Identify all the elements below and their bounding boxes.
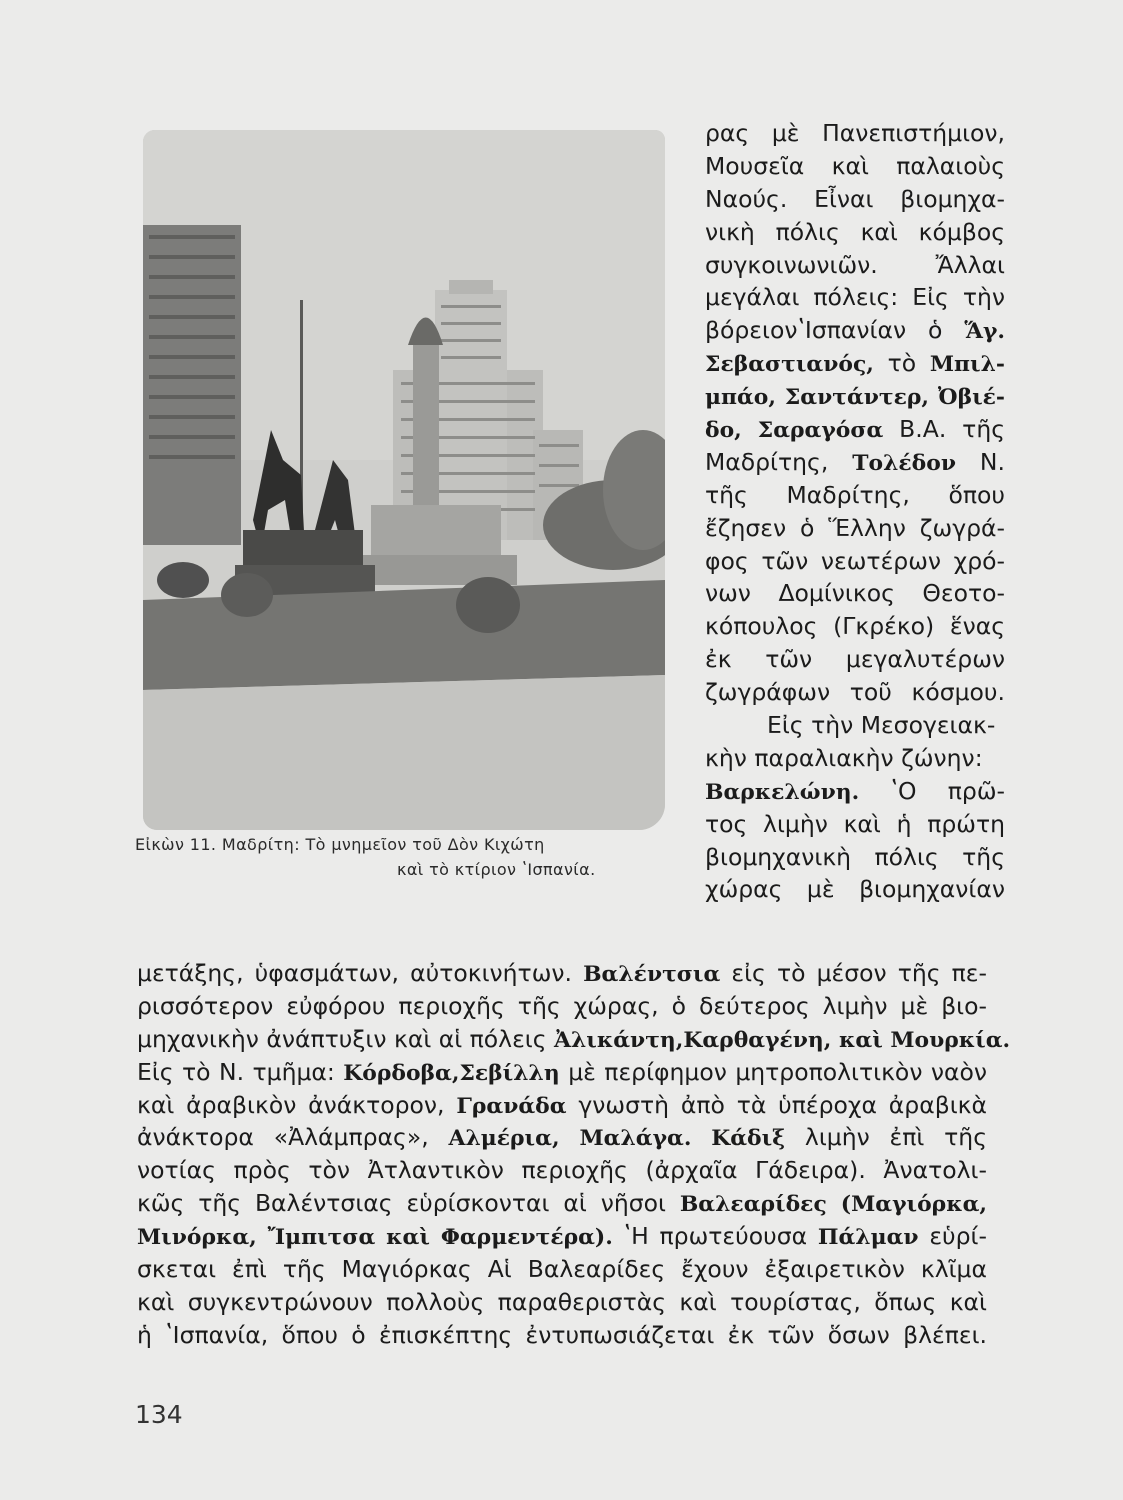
text-run: ἀνάκτορα «Ἀλάμπρας», <box>137 1123 449 1152</box>
text-line <box>705 577 1005 610</box>
bold-place-name: Βαλέντσια <box>583 961 721 987</box>
text-line <box>705 216 1005 249</box>
text-line <box>137 1056 987 1089</box>
text-run: ʽΗ πρωτεύουσα <box>612 1222 818 1251</box>
text-run: χώρας μὲ βιομηχανίαν <box>705 875 1005 904</box>
text-run: εἰς τὸ μέσον τῆς πε- <box>720 959 987 987</box>
text-line <box>705 873 1005 906</box>
text-line <box>705 150 1005 183</box>
text-run: κόπουλος (Γκρέκο) ἕνας <box>705 612 1005 641</box>
text-run: κὴν παραλιακὴν ζώνην: <box>705 743 983 772</box>
text-line <box>705 183 1005 216</box>
text-run: Εἰς τὴν Μεσογειακ- <box>767 711 996 740</box>
text-run: τος λιμὴν καὶ ἡ πρώτη <box>705 809 1005 838</box>
bold-place-name: Βαλεαρίδες (Μαγιόρκα, <box>679 1191 987 1218</box>
text-line <box>137 1187 987 1220</box>
right-column-text <box>705 117 1005 906</box>
text-run: ζωγράφων τοῦ κόσμου. <box>705 678 1005 707</box>
text-run: γνωστὴ ἀπὸ τὰ ὑπέροχα ἀραβικὰ <box>566 1090 988 1119</box>
text-line <box>705 413 1005 446</box>
text-run: νων Δομίνικος Θεοτο- <box>705 579 1005 608</box>
text-run: ἔζησεν ὁ Ἕλλην ζωγρά- <box>705 513 1005 542</box>
text-line <box>705 314 1005 347</box>
text-run <box>691 1123 711 1151</box>
text-run: κῶς τῆς Βαλέντσιας εὑρίσκονται αἱ νῆσοι <box>137 1189 680 1218</box>
text-line <box>705 775 1005 808</box>
bold-place-name: δο, Σαραγόσα <box>705 417 884 444</box>
text-run: Εἰς τὸ Ν. τμῆμα: <box>137 1057 344 1086</box>
text-line <box>705 610 1005 643</box>
text-line <box>137 1286 987 1319</box>
text-run: ἐκ τῶν μεγαλυτέρων <box>705 645 1005 674</box>
text-run: ρας μὲ Πανεπιστήμιον, <box>705 119 1005 147</box>
monument-photo <box>143 130 665 830</box>
text-run: σκεται ἐπὶ τῆς Μαγιόρκας Αἱ Βαλεαρίδες ἔχουν ἐξαιρετικὸν κλῖμα <box>137 1255 987 1284</box>
text-run: Β.Α. τῆς <box>883 415 1006 444</box>
text-line <box>137 1089 987 1122</box>
text-run: Ν. <box>955 447 1005 476</box>
text-line <box>137 990 987 1023</box>
bold-place-name: Αλμέρια, Μαλάγα. <box>448 1125 692 1152</box>
text-run: εὑρί- <box>918 1222 987 1251</box>
bold-place-name: Ἅγ. <box>964 318 1005 345</box>
text-line <box>705 446 1005 479</box>
caption-line-1: Εἰκὼν 11. Μαδρίτη: Τὸ μνημεῖον τοῦ Δὸν Κιχώτη <box>135 835 545 854</box>
text-line <box>705 249 1005 282</box>
page-number: 134 <box>135 1400 183 1429</box>
text-line <box>705 841 1005 874</box>
text-run: συγκοινωνιῶν. Ἄλλαι <box>705 250 1005 279</box>
text-run: τὸ <box>873 349 930 378</box>
text-run: ρισσότερον εὐφόρου περιοχῆς τῆς χώρας, ὁ δεύτερος λιμὴν μὲ βιο- <box>137 991 987 1020</box>
text-run: Μαδρίτης, <box>705 447 853 476</box>
text-run: ἡ ʽΙσπανία, ὅπου ὁ ἐπισκέπτης ἐντυπωσιάζεται ἐκ τῶν ὅσων βλέπει. <box>137 1320 987 1349</box>
text-line <box>705 545 1005 578</box>
text-line <box>705 676 1005 709</box>
bold-place-name: Τολέδον <box>852 449 956 476</box>
bold-place-name: Βαρκελώνη. <box>705 778 860 805</box>
text-line <box>137 1220 987 1253</box>
text-line <box>705 347 1005 380</box>
text-run: νικὴ πόλις καὶ κόμβος <box>705 217 1005 246</box>
bold-place-name: Πάλμαν <box>817 1224 919 1251</box>
text-run: φος τῶν νεωτέρων χρό- <box>705 546 1005 575</box>
text-run: τῆς Μαδρίτης, ὅπου <box>705 480 1005 509</box>
bold-place-name: Μινόρκα, Ἴμπιτσα καὶ Φαρμεντέρα). <box>137 1224 613 1251</box>
bold-place-name: Κάδιξ <box>711 1125 786 1152</box>
text-run: ʽΟ πρῶ- <box>859 776 1005 805</box>
text-line <box>137 957 987 990</box>
bold-place-name: Γρανάδα <box>456 1092 567 1119</box>
text-line <box>137 1253 987 1286</box>
text-run: καὶ συγκεντρώνουν πολλοὺς παραθεριστὰς καὶ τουρίστας, ὅπως καὶ <box>137 1287 987 1316</box>
text-line <box>705 380 1005 413</box>
text-run: Ναούς. Εἶναι βιομηχα- <box>705 184 1005 213</box>
full-width-paragraph <box>137 957 1011 1352</box>
text-line <box>705 479 1005 512</box>
bold-place-name: Μπιλ- <box>929 351 1005 378</box>
bold-place-name: Σεβαστιανός, <box>705 351 874 378</box>
text-run: νοτίας πρὸς τὸν Ἀτλαντικὸν περιοχῆς (ἀρχαῖα Γάδειρα). Ἀνατολι- <box>137 1156 987 1185</box>
bold-place-name: Κόρδοβα,Σεβίλλη <box>343 1059 560 1086</box>
text-line <box>705 281 1005 314</box>
text-run: βιομηχανικὴ πόλις τῆς <box>705 842 1005 871</box>
text-run: καὶ ἀραβικὸν ἀνάκτορον, <box>137 1090 457 1119</box>
text-run: μὲ περίφημον μητροπολιτικὸν ναὸν <box>559 1057 988 1086</box>
text-line <box>137 1023 1011 1056</box>
bold-place-name: Ἀλικάντη,Καρθαγένη, καὶ Μουρκία. <box>554 1026 1011 1053</box>
text-run: βόρειονʽΙσπανίαν ὁ <box>705 316 965 345</box>
caption-line-2: καὶ τὸ κτίριον ʽΙσπανία. <box>397 860 596 879</box>
madrid-plaza-illustration <box>143 130 665 830</box>
text-line <box>705 512 1005 545</box>
text-line <box>137 1319 987 1352</box>
text-line <box>137 1121 987 1154</box>
figure-caption <box>135 832 680 882</box>
text-run: λιμὴν ἐπὶ τῆς <box>785 1123 987 1152</box>
text-run: μετάξης, ὑφασμάτων, αὐτοκινήτων. <box>137 959 584 987</box>
bold-place-name: μπάο, Σαντάντερ, Ὀβιέ- <box>705 384 1005 411</box>
text-line <box>137 1154 987 1187</box>
text-line <box>705 709 1005 742</box>
text-line <box>705 117 1005 150</box>
text-line <box>705 808 1005 841</box>
text-run: μεγάλαι πόλεις: Εἰς τὴν <box>705 283 1005 312</box>
text-line <box>705 643 1005 676</box>
text-run: Μουσεῖα καὶ παλαιοὺς <box>705 151 1005 180</box>
text-line <box>705 742 1005 775</box>
text-run: μηχανικὴν ἀνάπτυξιν καὶ αἱ πόλεις <box>137 1024 555 1053</box>
